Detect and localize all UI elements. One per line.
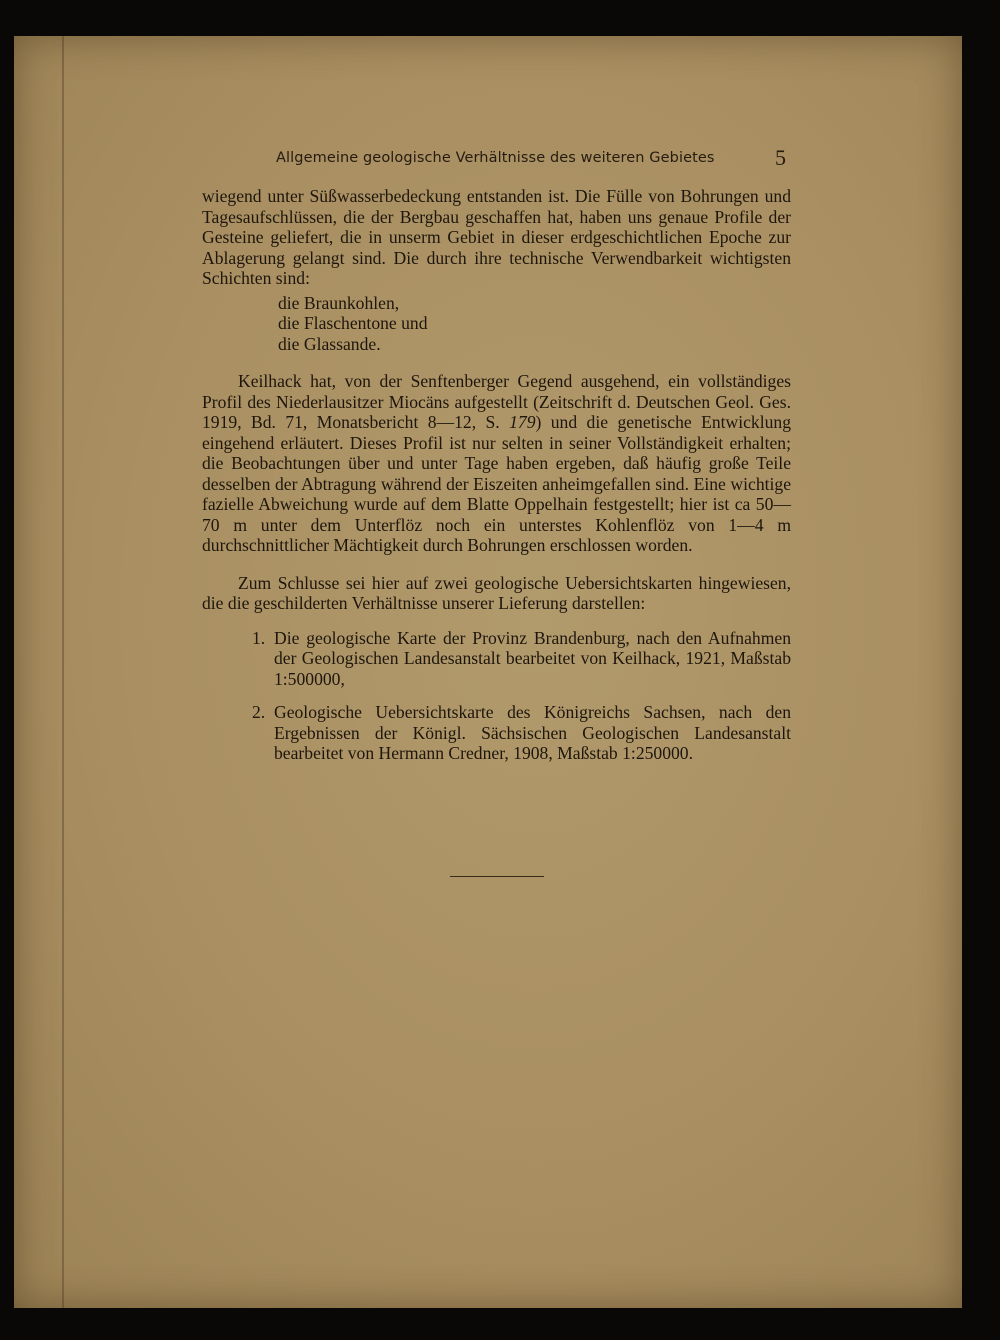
body-text: [202, 186, 791, 777]
paragraph-keilhack-text-b: ) und die genetische Entwicklung eingehend erläutert. Dieses Profil ist nur selten in seiner Vollständigkeit erhalten; die Beobachtungen über und unter Tage haben ergeben, daß häufig große Teile desselben der Abtragung während der Eiszeiten anheimgefallen sind. Eine wichtige fazielle Abweichung wurde auf dem Blatte Oppelhain festgestellt; hier ist ca 50—70 m unter dem Unterflöz noch ein unterstes Kohlenflöz von 1—4 m durchschnittlicher Mächtigkeit durch Bohrungen erschlossen worden.: [202, 412, 791, 555]
running-head: Allgemeine geologische Verhältnisse des weiteren Gebietes: [276, 150, 715, 166]
page-number: 5: [775, 145, 786, 170]
paragraph-keilhack: [202, 371, 791, 556]
layer-item: die Glassande.: [278, 333, 381, 354]
paragraph-continuation: wiegend unter Süßwasserbedeckung entstanden ist. Die Fülle von Bohrungen und Tagesaufschlüssen, die der Bergbau geschaffen hat, haben uns genaue Profile der Gesteine geliefert, die in unserm Gebiet in dieser erdgeschichtlichen Epoche zur Ablagerung gelangt sind. Die durch ihre technische Verwendbarkeit wichtigsten Schichten sind:: [202, 186, 791, 288]
map-item: [202, 702, 791, 764]
layer-list: [278, 293, 791, 355]
map-item-text: Geologische Uebersichtskarte des Königreichs Sachsen, nach den Ergebnissen der Königl. Sächsischen Geologischen Landesanstalt bearbeitet von Hermann Credner, 1908, Maßstab 1:250000.: [274, 702, 791, 763]
reference-page-number: 179: [509, 412, 536, 432]
map-list: [202, 628, 791, 764]
map-item-number: 1.: [252, 627, 266, 648]
map-item-text: Die geologische Karte der Provinz Brandenburg, nach den Aufnahmen der Geologischen Landesanstalt bearbeitet von Keilhack, 1921, Maßstab 1:500000,: [274, 627, 791, 689]
paragraph-conclusion: Zum Schlusse sei hier auf zwei geologische Uebersichtskarten hingewiesen, die die geschilderten Verhältnisse unserer Lieferung darstellen:: [202, 572, 791, 613]
map-item: [202, 628, 791, 690]
layer-item: die Braunkohlen,: [278, 292, 400, 313]
end-divider-rule: [450, 876, 544, 877]
paragraph-keilhack-text-a: Keilhack hat, von der Senftenberger Gegend ausgehend, ein vollständiges Profil des Niederlausitzer Miocäns aufgestellt (Zeitschrift d. Deutschen Geol. Ges. 1919, Bd. 71, Monatsbericht 8—12, S.: [202, 371, 791, 432]
map-item-number: 2.: [252, 702, 266, 722]
layer-item: die Flaschentone und: [278, 313, 428, 333]
